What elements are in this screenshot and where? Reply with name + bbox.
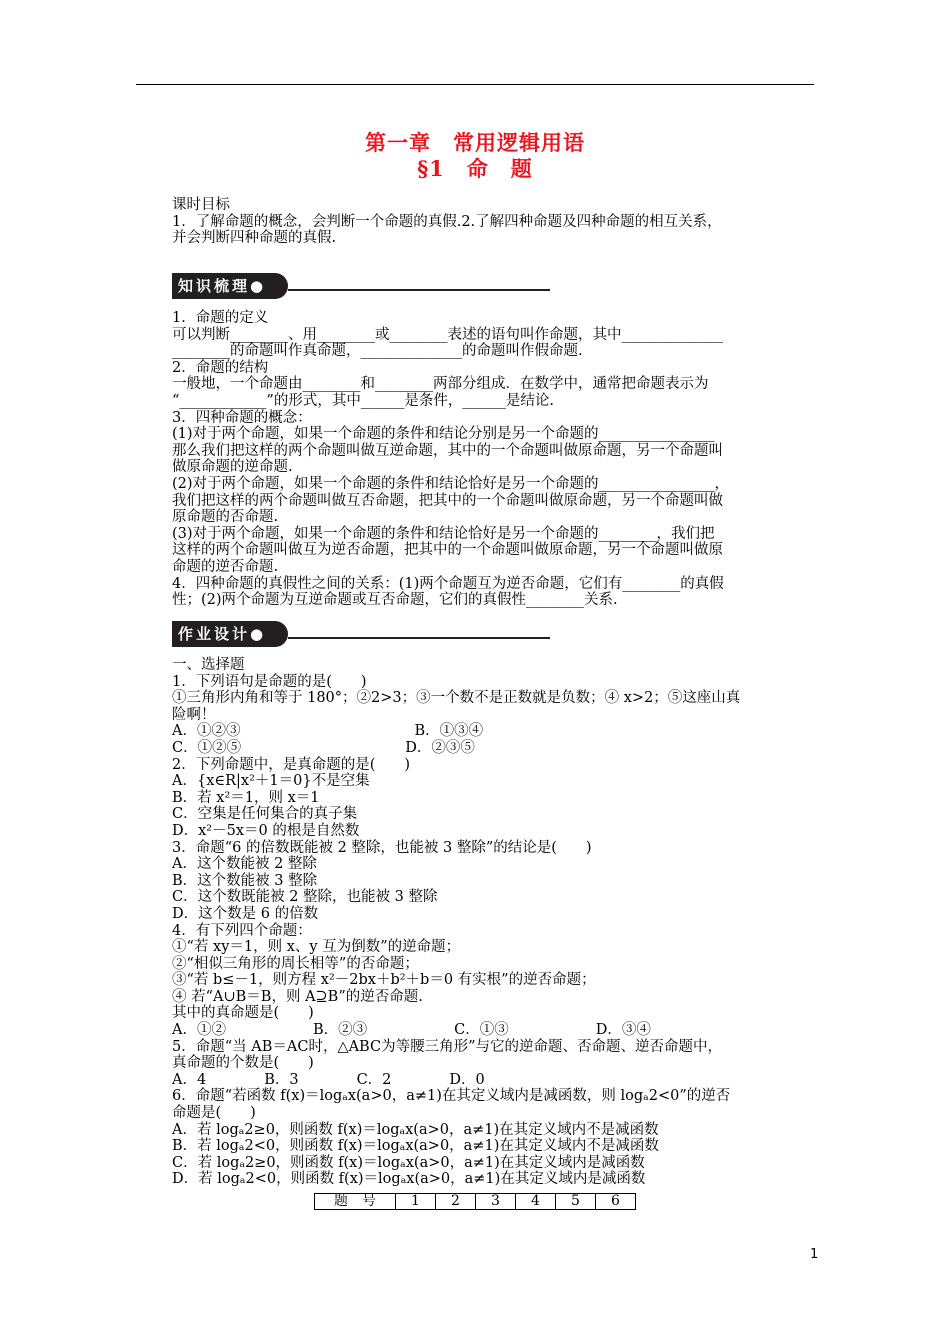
text-line: D．若 logₐ2<0，则函数 f(x)＝logₐx(a>0，a≠1)在其定义域内是减函数 (172, 1171, 646, 1188)
text-line: 3．四种命题的概念： (172, 409, 312, 426)
goals-line: 1．了解命题的概念，会判断一个命题的真假.2.了解四种命题及四种命题的相互关系， (172, 213, 722, 230)
text-line: 真命题的个数是( ) (172, 1055, 314, 1072)
text-line: 4．有下列四个命题： (172, 922, 312, 939)
text-line: D．这个数是 6 的倍数 (172, 905, 319, 922)
homework-banner-rule (288, 637, 550, 639)
text-line: 险啊！ (172, 706, 216, 723)
answer-table-cell: 5 (556, 1194, 596, 1210)
text-line: 其中的真命题是( ) (172, 1005, 314, 1022)
text-line: C．①②⑤ D．②③⑤ (172, 739, 475, 756)
text-line: (3)对于两个命题，如果一个命题的条件和结论恰好是另一个命题的________，我们把 (172, 525, 715, 542)
text-line: 我们把这样的两个命题叫做互否命题，把其中的一个命题叫做原命题，另一个命题叫做 (172, 492, 723, 509)
text-line: 那么我们把这样的两个命题叫做互逆命题，其中的一个命题叫做原命题，另一个命题叫 (172, 442, 723, 459)
answer-table-header: 题 号 (315, 1194, 396, 1210)
text-line: 这样的两个命题叫做互为逆否命题，把其中的一个命题叫做原命题，另一个命题叫做原 (172, 542, 723, 559)
homework-banner-label: 作业设计● (172, 621, 288, 647)
page-number: 1 (810, 1247, 819, 1262)
text-line: 4．四种命题的真假性之间的关系：(1)两个命题互为逆否命题，它们有________的真假 (172, 575, 724, 592)
text-line: C．这个数既能被 2 整除，也能被 3 整除 (172, 889, 438, 906)
text-line: B．这个数能被 3 整除 (172, 872, 318, 889)
text-line: 性；(2)两个命题为互逆命题或互否命题，它们的真假性________关系. (172, 592, 618, 609)
text-line: 1．下列语句是命题的是( ) (172, 673, 367, 690)
goals-label: 课时目标 (172, 197, 230, 213)
answer-table-cell: 4 (516, 1194, 556, 1210)
answer-table-cell: 1 (396, 1194, 436, 1210)
text-line: (1)对于两个命题，如果一个命题的条件和结论分别是另一个命题的________________ (172, 426, 715, 443)
chapter-title: 第一章 常用逻辑用语 (365, 130, 585, 155)
text-line: A．这个数能被 2 整除 (172, 856, 317, 873)
top-rule (136, 84, 814, 85)
text-line: 做原命题的逆命题. (172, 459, 293, 476)
text-line: ②“相似三角形的周长相等”的否命题； (172, 955, 419, 972)
text-line: 5．命题“当 AB＝AC时，△ABC为等腰三角形”与它的逆命题、否命题、逆否命题中， (172, 1038, 722, 1055)
text-line: A．{x∈R|x²＋1＝0}不是空集 (172, 773, 370, 790)
text-line: A．若 logₐ2≥0，则函数 f(x)＝logₐx(a>0，a≠1)在其定义域内不是减函数 (172, 1121, 659, 1138)
text-line: 3．命题“6 的倍数既能被 2 整除，也能被 3 整除”的结论是( ) (172, 839, 592, 856)
text-line: 一、选择题 (172, 657, 245, 673)
knowledge-section (172, 310, 816, 609)
knowledge-banner-rule (288, 289, 550, 291)
text-line: C．若 logₐ2≥0，则函数 f(x)＝logₐx(a>0，a≠1)在其定义域内是减函数 (172, 1154, 645, 1171)
answer-table-cell: 2 (436, 1194, 476, 1210)
text-line: ①三角形内角和等于 180°；②2>3；③一个数不是正数就是负数；④ x>2；⑤这座山真 (172, 690, 741, 707)
answer-table-cell: 3 (476, 1194, 516, 1210)
goals-line: 并会判断四种命题的真假. (172, 230, 337, 247)
text-line: 可以判断________、用________或________表述的语句叫作命题，其中______________ (172, 326, 723, 343)
text-line: 1．命题的定义 (172, 310, 269, 326)
text-line: A．4 B．3 C．2 D．0 (172, 1071, 485, 1088)
text-line: ________的命题叫作真命题，______________的命题叫作假命题. (172, 343, 583, 360)
answer-table-cell: 6 (596, 1194, 636, 1210)
text-line: B．若 logₐ2<0，则函数 f(x)＝logₐx(a>0，a≠1)在其定义域内不是减函数 (172, 1138, 659, 1155)
text-line: 命题的逆否命题. (172, 558, 279, 575)
knowledge-banner-label: 知识梳理● (172, 273, 288, 299)
section-title: §1 命 题 (417, 156, 533, 181)
text-line: ③“若 b≤－1，则方程 x²－2bx＋b²＋b＝0 有实根”的逆否命题； (172, 972, 596, 989)
answer-table-row (315, 1194, 636, 1210)
text-line: 2．下列命题中，是真命题的是( ) (172, 756, 411, 773)
text-line: C．空集是任何集合的真子集 (172, 806, 358, 823)
text-line: B．若 x²＝1，则 x＝1 (172, 789, 320, 806)
text-line: 2．命题的结构 (172, 359, 269, 376)
homework-section (172, 657, 816, 1188)
text-line: “____________”的形式，其中______是条件，______是结论. (172, 392, 554, 409)
text-line: 6．命题“若函数 f(x)＝logₐx(a>0，a≠1)在其定义域内是减函数，则 logₐ2<0”的逆否 (172, 1088, 731, 1105)
text-line: D．x²－5x＝0 的根是自然数 (172, 822, 360, 839)
answer-table (314, 1193, 636, 1210)
text-line: A．①②③ B．①③④ (172, 723, 484, 740)
text-line: 命题是( ) (172, 1105, 256, 1122)
text-line: A．①② B．②③ C．①③ D．③④ (172, 1022, 651, 1039)
text-line: ①“若 xy＝1，则 x、y 互为倒数”的逆命题； (172, 939, 461, 956)
text-line: (2)对于两个命题，如果一个命题的条件和结论恰好是另一个命题的________________， (172, 475, 730, 492)
text-line: 一般地，一个命题由________和________两部分组成．在数学中，通常把命题表示为 (172, 376, 709, 393)
text-line: ④ 若“A∪B＝B，则 A⊇B”的逆否命题. (172, 988, 423, 1005)
text-line: 原命题的否命题. (172, 509, 279, 526)
goals-block (172, 197, 816, 247)
